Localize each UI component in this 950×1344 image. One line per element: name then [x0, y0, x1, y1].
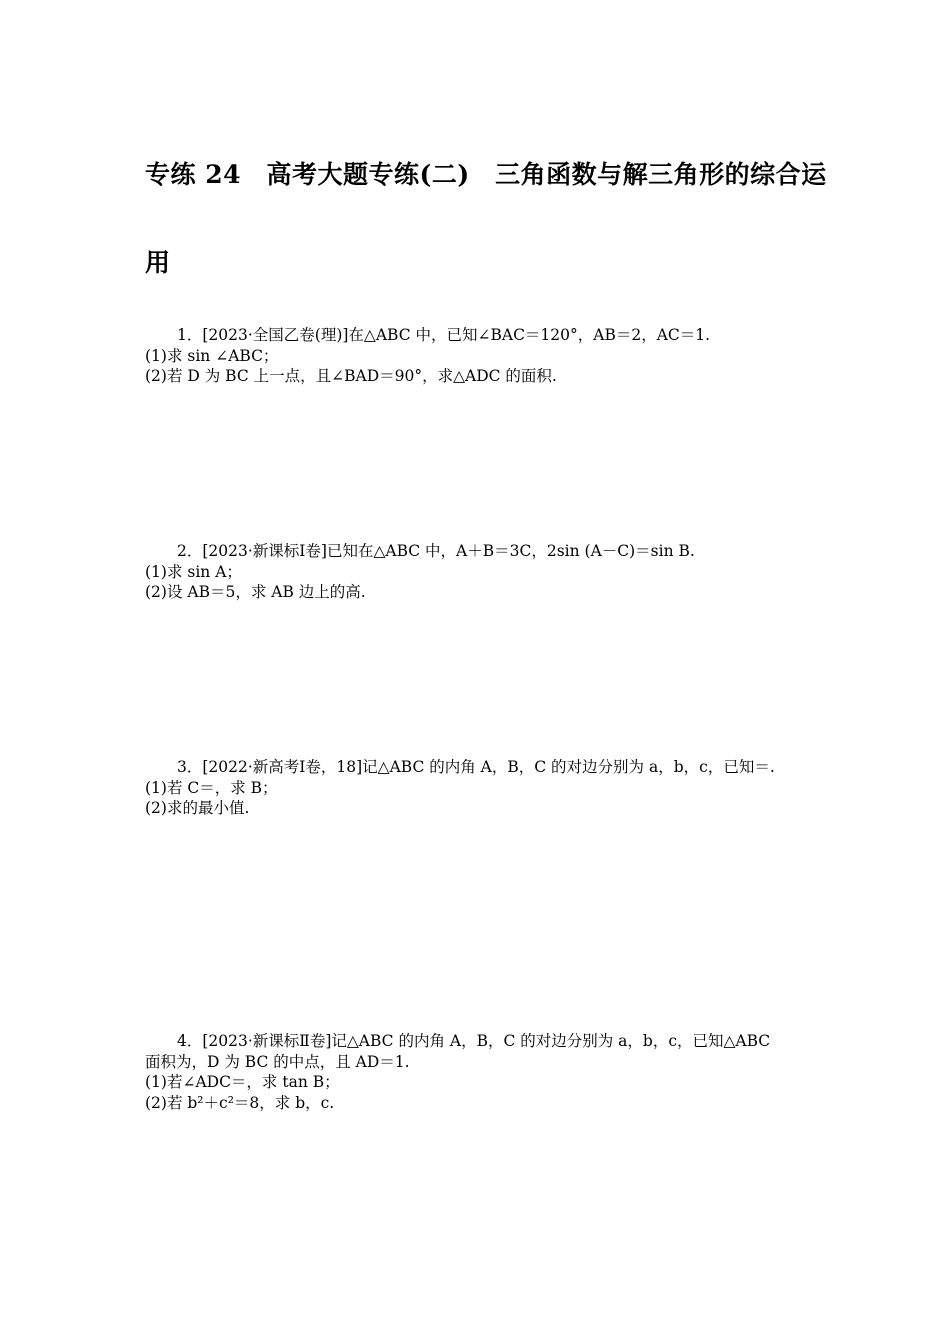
- problem-3-stem: 3．[2022·新高考Ⅰ卷，18]记△ABC 的内角 A，B，C 的对边分别为 a，b，c，已知＝.: [177, 758, 775, 776]
- problem-1-part-2: (2)若 D 为 BC 上一点，且∠BAD＝90°，求△ADC 的面积.: [145, 367, 557, 385]
- problem-4-stem: 4．[2023·新课标Ⅱ卷]记△ABC 的内角 A，B，C 的对边分别为 a，b，c，已知△ABC: [177, 1032, 771, 1050]
- problem-2-part-2: (2)设 AB＝5，求 AB 边上的高.: [145, 583, 366, 601]
- problem-2-part-1: (1)求 sin A；: [145, 562, 242, 581]
- page-title-line-2: 用: [145, 248, 171, 277]
- problem-2-stem: 2．[2023·新课标Ⅰ卷]已知在△ABC 中，A＋B＝3C，2sin (A－C)＝sin B.: [177, 542, 695, 560]
- problem-3-part-2: (2)求的最小值.: [145, 799, 250, 817]
- problem-4-part-1: (1)若∠ADC＝，求 tan B；: [145, 1073, 340, 1091]
- problem-1-stem: 1．[2023·全国乙卷(理)]在△ABC 中，已知∠BAC＝120°，AB＝2，AC＝1.: [177, 326, 711, 344]
- problem-3: [145, 757, 807, 819]
- problem-4-part-2: (2)若 b²＋c²＝8，求 b，c.: [145, 1093, 335, 1112]
- problem-2: [145, 541, 807, 603]
- page-title-line-1: 专练 24 高考大题专练(二) 三角函数与解三角形的综合运: [145, 160, 827, 189]
- problem-3-part-1: (1)若 C＝，求 B；: [145, 778, 278, 797]
- problem-1: [145, 325, 807, 387]
- problem-4-stem-continued: 面积为，D 为 BC 的中点，且 AD＝1.: [145, 1052, 410, 1071]
- problem-4: [145, 1031, 807, 1113]
- problem-1-part-1: (1)求 sin ∠ABC；: [145, 346, 279, 365]
